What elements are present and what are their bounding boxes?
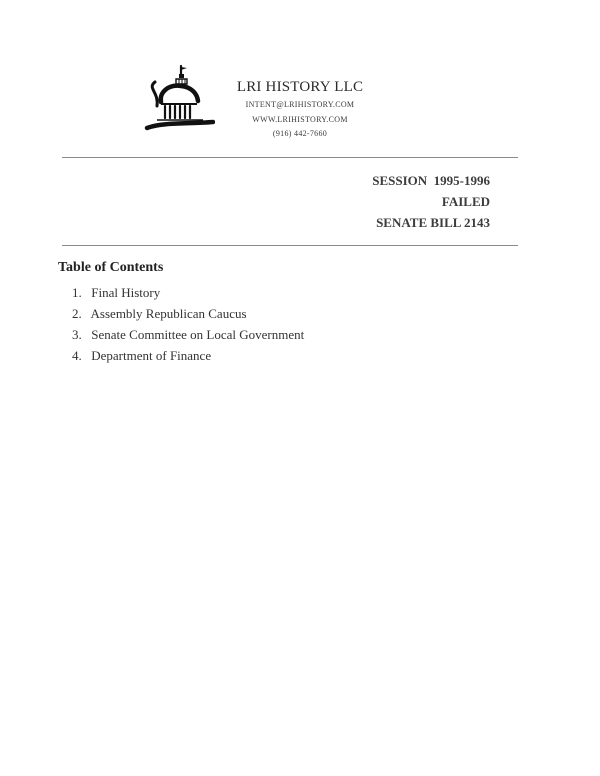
company-phone: (916) 442-7660 <box>272 129 328 138</box>
toc-heading: Table of Contents <box>58 260 164 275</box>
toc-item-label[interactable]: Department of Finance <box>91 348 212 363</box>
bill-number: SENATE BILL 2143 <box>376 215 490 230</box>
toc-item-label[interactable]: Assembly Republican Caucus <box>90 306 247 321</box>
toc-item-department-of-finance[interactable] <box>72 348 304 369</box>
company-website[interactable]: WWW.LRIHISTORY.COM <box>252 115 348 124</box>
toc-item-number: 2. <box>72 306 82 321</box>
toc-item-number: 4. <box>72 348 82 363</box>
toc-item-label[interactable]: Final History <box>91 285 161 300</box>
bill-status: FAILED <box>441 194 490 209</box>
top-divider <box>62 157 518 158</box>
toc-list <box>72 285 304 369</box>
toc-item-number: 3. <box>72 327 82 342</box>
toc-item-number: 1. <box>72 285 82 300</box>
toc-item-final-history[interactable] <box>72 285 304 306</box>
bill-info <box>372 170 490 233</box>
bottom-divider <box>62 245 518 246</box>
session-label: SESSION 1995-1996 <box>372 173 490 188</box>
toc-item-senate-committee[interactable] <box>72 327 304 348</box>
toc-item-assembly-republican-caucus[interactable] <box>72 306 304 327</box>
toc-item-label[interactable]: Senate Committee on Local Government <box>91 327 305 342</box>
company-name: LRI HISTORY LLC <box>236 79 364 95</box>
company-email[interactable]: INTENT@LRIHISTORY.COM <box>245 100 355 109</box>
